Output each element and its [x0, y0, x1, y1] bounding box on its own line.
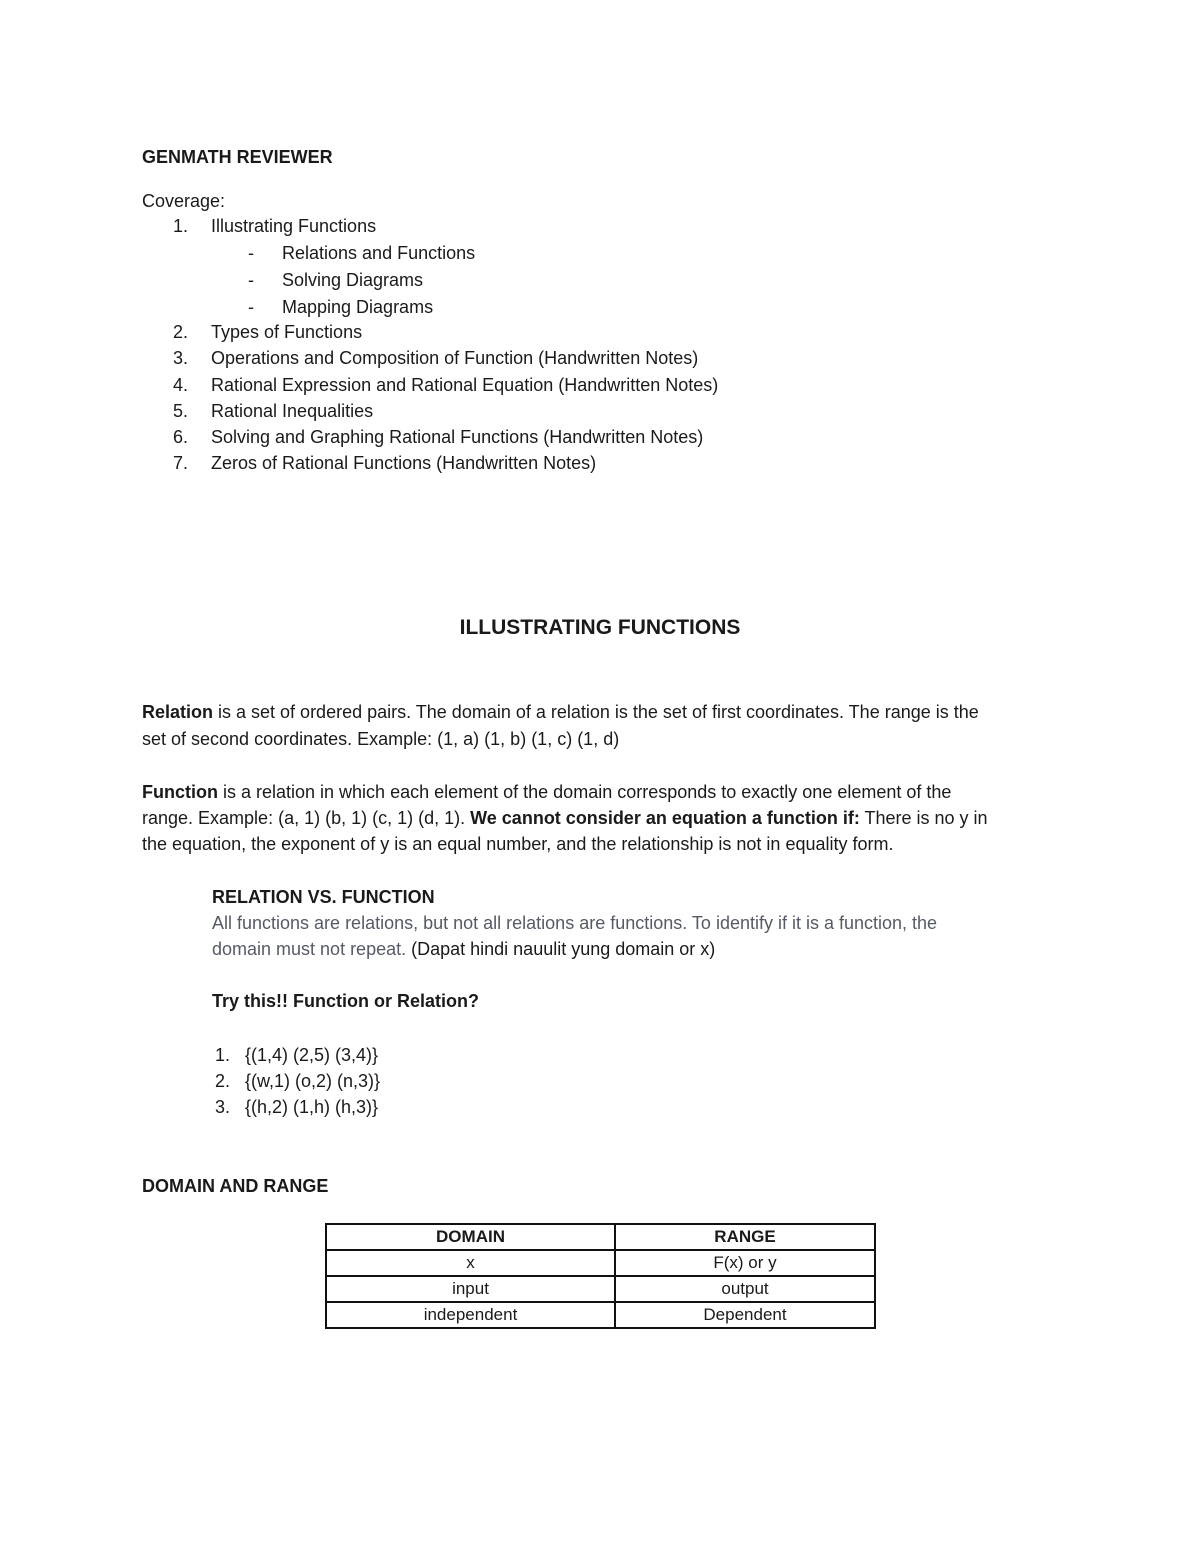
- table-header-cell: DOMAIN: [326, 1224, 615, 1250]
- try-this-heading: Try this!! Function or Relation?: [212, 991, 479, 1011]
- list-item: Relations and Functions: [282, 243, 476, 263]
- table-cell: x: [326, 1250, 615, 1276]
- table-row: [326, 1276, 875, 1302]
- table-row: [326, 1250, 875, 1276]
- dash-bullet: -: [248, 243, 254, 263]
- table-header-cell: RANGE: [615, 1224, 875, 1250]
- coverage-label: Coverage:: [142, 191, 226, 211]
- dash-bullet: -: [248, 297, 254, 317]
- table-cell: Dependent: [615, 1302, 875, 1328]
- document-page: GENMATH REVIEWER Coverage: 1. Illustrating Functions - Relations and Functions - Solving Diagrams - Mapping Diagrams 2. Types of Functions 3. Operations and Composition of Function (Handwritten Notes) 4. Rational Expression and Rational Equation (Handwritten Notes) 5. Rational Inequalities 6. Solving and Graphing Rational Functions (Handwritten Notes) 7. Zeros of Rational Functions (Handwritten Notes) ILLUSTRATING FUNCTIONS Relation is a set of ordered pairs. The domain of a relation is the set of first coordinates. The range is the set of second coordinates. Example: (1, a) (1, b) (1, c) (1, d) Function is a relation in which each element of the domain corresponds to exactly one element of the range. Example: (a, 1) (b, 1) (c, 1) (d, 1). We cannot consider an equation a function if: There is no y in the equation, the exponent of y is an equal number, and the relationship is not in equality form. RELATION VS. FUNCTION All functions are relations, but not all relations are functions. To identify if it is a function, the domain must not repeat. (Dapat hindi nauulit yung domain or x) Try this!! Function or Relation? 1. {(1,4) (2,5) (3,4)} 2. {(w,1) (o,2) (n,3)} 3. {(h,2) (1,h) (h,3)} DOMAIN AND RANGE DOMAIN RANGE x F(x) or y input output independent Dependent: [0, 0, 1200, 1553]
- table-cell: input: [326, 1276, 615, 1302]
- table-cell: F(x) or y: [615, 1250, 875, 1276]
- list-item: Solving Diagrams: [282, 270, 424, 290]
- list-item: Mapping Diagrams: [282, 297, 434, 317]
- table-row: [326, 1302, 875, 1328]
- dash-bullet: -: [248, 270, 254, 290]
- table-cell: output: [615, 1276, 875, 1302]
- table-header-row: [326, 1224, 875, 1250]
- table-cell: independent: [326, 1302, 615, 1328]
- rvf-heading: RELATION VS. FUNCTION: [212, 887, 435, 907]
- relation-term: Relation: [142, 702, 214, 722]
- function-condition: We cannot consider an equation a function if:: [470, 808, 860, 828]
- domain-range-heading: DOMAIN AND RANGE: [142, 1176, 329, 1196]
- domain-range-table: [325, 1223, 876, 1329]
- function-term: Function: [142, 782, 218, 802]
- document-title: GENMATH REVIEWER: [142, 147, 333, 167]
- section-title: ILLUSTRATING FUNCTIONS: [459, 616, 741, 639]
